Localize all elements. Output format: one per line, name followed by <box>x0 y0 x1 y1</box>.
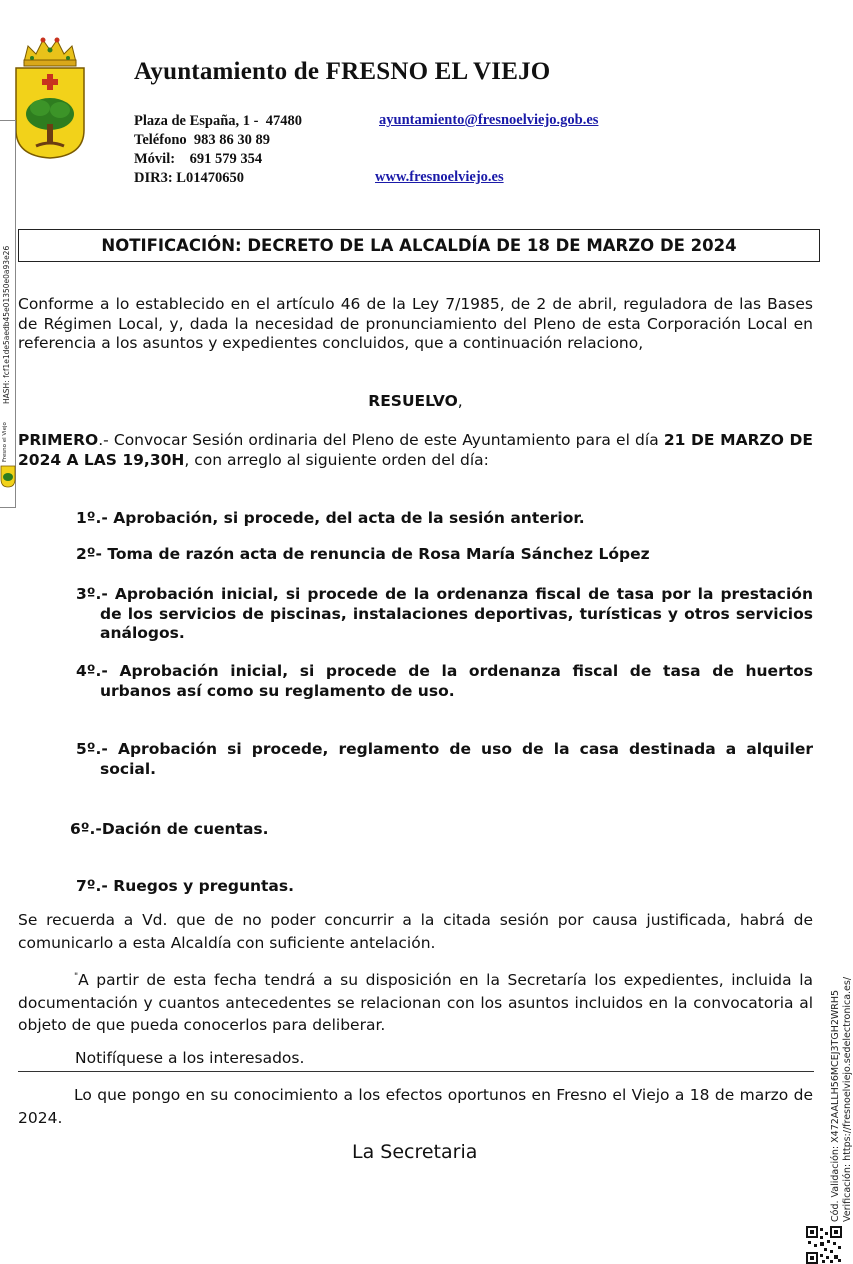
verification-url: Verificación: https://fresnoelviejo.sedelectronica.es/ <box>842 976 853 1222</box>
agenda-text: Ruegos y preguntas. <box>107 877 295 895</box>
agenda-num: 1º.- <box>76 509 108 527</box>
hash-text: HASH: fcf1e1de5aedb45e01350e0a93e26 <box>2 245 11 404</box>
notify-line: Notifíquese a los interesados. <box>75 1049 305 1067</box>
agenda-item-7 <box>76 877 813 897</box>
agenda-num: 6º.- <box>70 820 102 838</box>
agenda-num: 2º- <box>76 545 102 563</box>
availability-mark: " <box>74 972 79 982</box>
primero-paragraph <box>18 431 813 470</box>
reminder-paragraph: Se recuerda a Vd. que de no poder concurrir a la citada sesión por causa justificada, habrá de comunicarlo a esta Alcaldía con suficiente antelación. <box>18 911 813 952</box>
availability-paragraph <box>18 966 813 1037</box>
mobile: Móvil: 691 579 354 <box>134 151 263 167</box>
contact-block <box>134 112 302 188</box>
primero-text-b: , con arreglo al siguiente orden del día: <box>184 450 489 469</box>
agenda-item-6 <box>70 820 807 840</box>
closing-paragraph: Lo que pongo en su conocimiento a los efectos oportunos en Fresno el Viejo a 18 de marzo de 2024. <box>18 1086 813 1127</box>
agenda-item-4 <box>76 662 813 701</box>
small-coat-icon <box>0 464 16 488</box>
email-link[interactable]: ayuntamiento@fresnoelviejo.gob.es <box>379 112 599 128</box>
agenda-item-2 <box>76 545 813 565</box>
agenda-text: Aprobación inicial, si procede de la ordenanza fiscal de tasa por la prestación de los servicios de piscinas, instalaciones deportivas, turísticas y otros servicios análogos. <box>100 585 813 642</box>
organization-name: Ayuntamiento de FRESNO EL VIEJO <box>134 58 551 85</box>
side-org-name: Fresno el Viejo <box>2 422 8 462</box>
validation-code: Cód. Validación: X472AALLH56MCEJ3TGH2WRH5 <box>830 989 841 1222</box>
notification-title: NOTIFICACIÓN: DECRETO DE LA ALCALDÍA DE 18 DE MARZO DE 2024 <box>18 229 820 262</box>
signature-label: La Secretaria <box>352 1141 478 1163</box>
agenda-num: 7º.- <box>76 877 108 895</box>
resolvo-heading <box>18 392 813 410</box>
availability-text: A partir de esta fecha tendrá a su disposición en la Secretaría los expedientes, incluida la documentación y cuantos antecedentes se relacionan con los asuntos incluidos en la convocatoria al objeto de que pueda conocerlos para deliberar. <box>18 971 813 1035</box>
agenda-item-1 <box>76 509 813 529</box>
agenda-text: Aprobación inicial, si procede de la ordenanza fiscal de tasa de huertos urbanos así como su reglamento de uso. <box>100 662 813 700</box>
qr-code-icon <box>806 1226 842 1264</box>
primero-text-a: .- Convocar Sesión ordinaria del Pleno de este Ayuntamiento para el día <box>98 431 664 449</box>
website-link[interactable]: www.fresnoelviejo.es <box>375 169 504 185</box>
agenda-item-3 <box>76 585 813 644</box>
agenda-num: 3º.- <box>76 585 108 603</box>
agenda-num: 5º.- <box>76 740 108 758</box>
intro-paragraph: Conforme a lo establecido en el artículo 46 de la Ley 7/1985, de 2 de abril, reguladora de las Bases de Régimen Local, y, dada la necesidad de pronunciamiento del Pleno de esta Corporación Local en referencia a los asuntos y expedientes concluidos, que a continuación relaciono, <box>18 295 813 352</box>
agenda-item-5 <box>76 740 813 779</box>
resolvo-suffix: , <box>457 392 463 410</box>
dir3-code: DIR3: L01470650 <box>134 170 244 186</box>
agenda-text: Aprobación si procede, reglamento de uso de la casa destinada a alquiler social. <box>100 740 813 778</box>
agenda-text: Aprobación, si procede, del acta de la sesión anterior. <box>107 509 585 527</box>
phone: Teléfono 983 86 30 89 <box>134 132 271 148</box>
address: Plaza de España, 1 - 47480 <box>134 113 302 129</box>
primero-date: 21 DE MARZO DE 2024 A LAS 19,30H <box>18 431 813 469</box>
resolvo-label: RESUELVO <box>368 392 458 410</box>
primero-label: PRIMERO <box>18 431 99 449</box>
agenda-text: Dación de cuentas. <box>101 820 269 838</box>
divider <box>18 1071 814 1072</box>
agenda-text: Toma de razón acta de renuncia de Rosa María Sánchez López <box>101 545 650 563</box>
agenda-num: 4º.- <box>76 662 108 680</box>
coat-of-arms-icon <box>14 34 86 160</box>
